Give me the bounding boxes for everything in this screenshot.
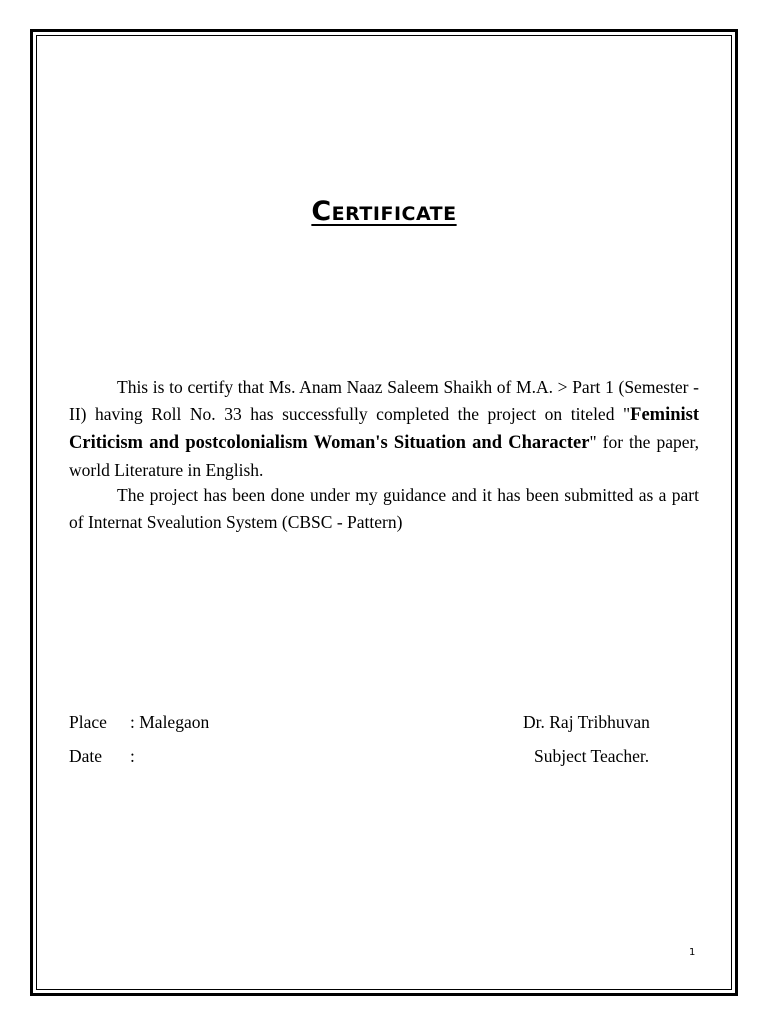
certificate-title — [0, 196, 768, 227]
signer-title: Subject Teacher. — [534, 746, 650, 766]
certification-outro: " for the paper, world Literature in English. — [69, 432, 699, 480]
signer-name: Dr. Raj Tribhuvan — [523, 712, 650, 732]
certificate-title-text: Certificate — [311, 196, 457, 227]
certification-paragraph — [69, 374, 699, 484]
guidance-text: The project has been done under my guidance and it has been submitted as a part of Internat Svealution System (CBSC - Pattern) — [69, 485, 699, 532]
certification-intro: This is to certify that Ms. Anam Naaz Saleem Shaikh of M.A. > Part 1 (Semester -II) having Roll No. 33 has successfully completed the project on titeled " — [69, 377, 699, 424]
date-label: Date — [69, 746, 103, 766]
project-title: Feminist Criticism and postcolonialism Woman's Situation and Character — [69, 405, 699, 453]
date-value: : — [130, 746, 135, 766]
guidance-paragraph — [69, 482, 699, 536]
page-number: 1 — [689, 947, 696, 958]
place-label: Place — [69, 712, 107, 732]
place-value: : Malegaon — [130, 712, 210, 732]
